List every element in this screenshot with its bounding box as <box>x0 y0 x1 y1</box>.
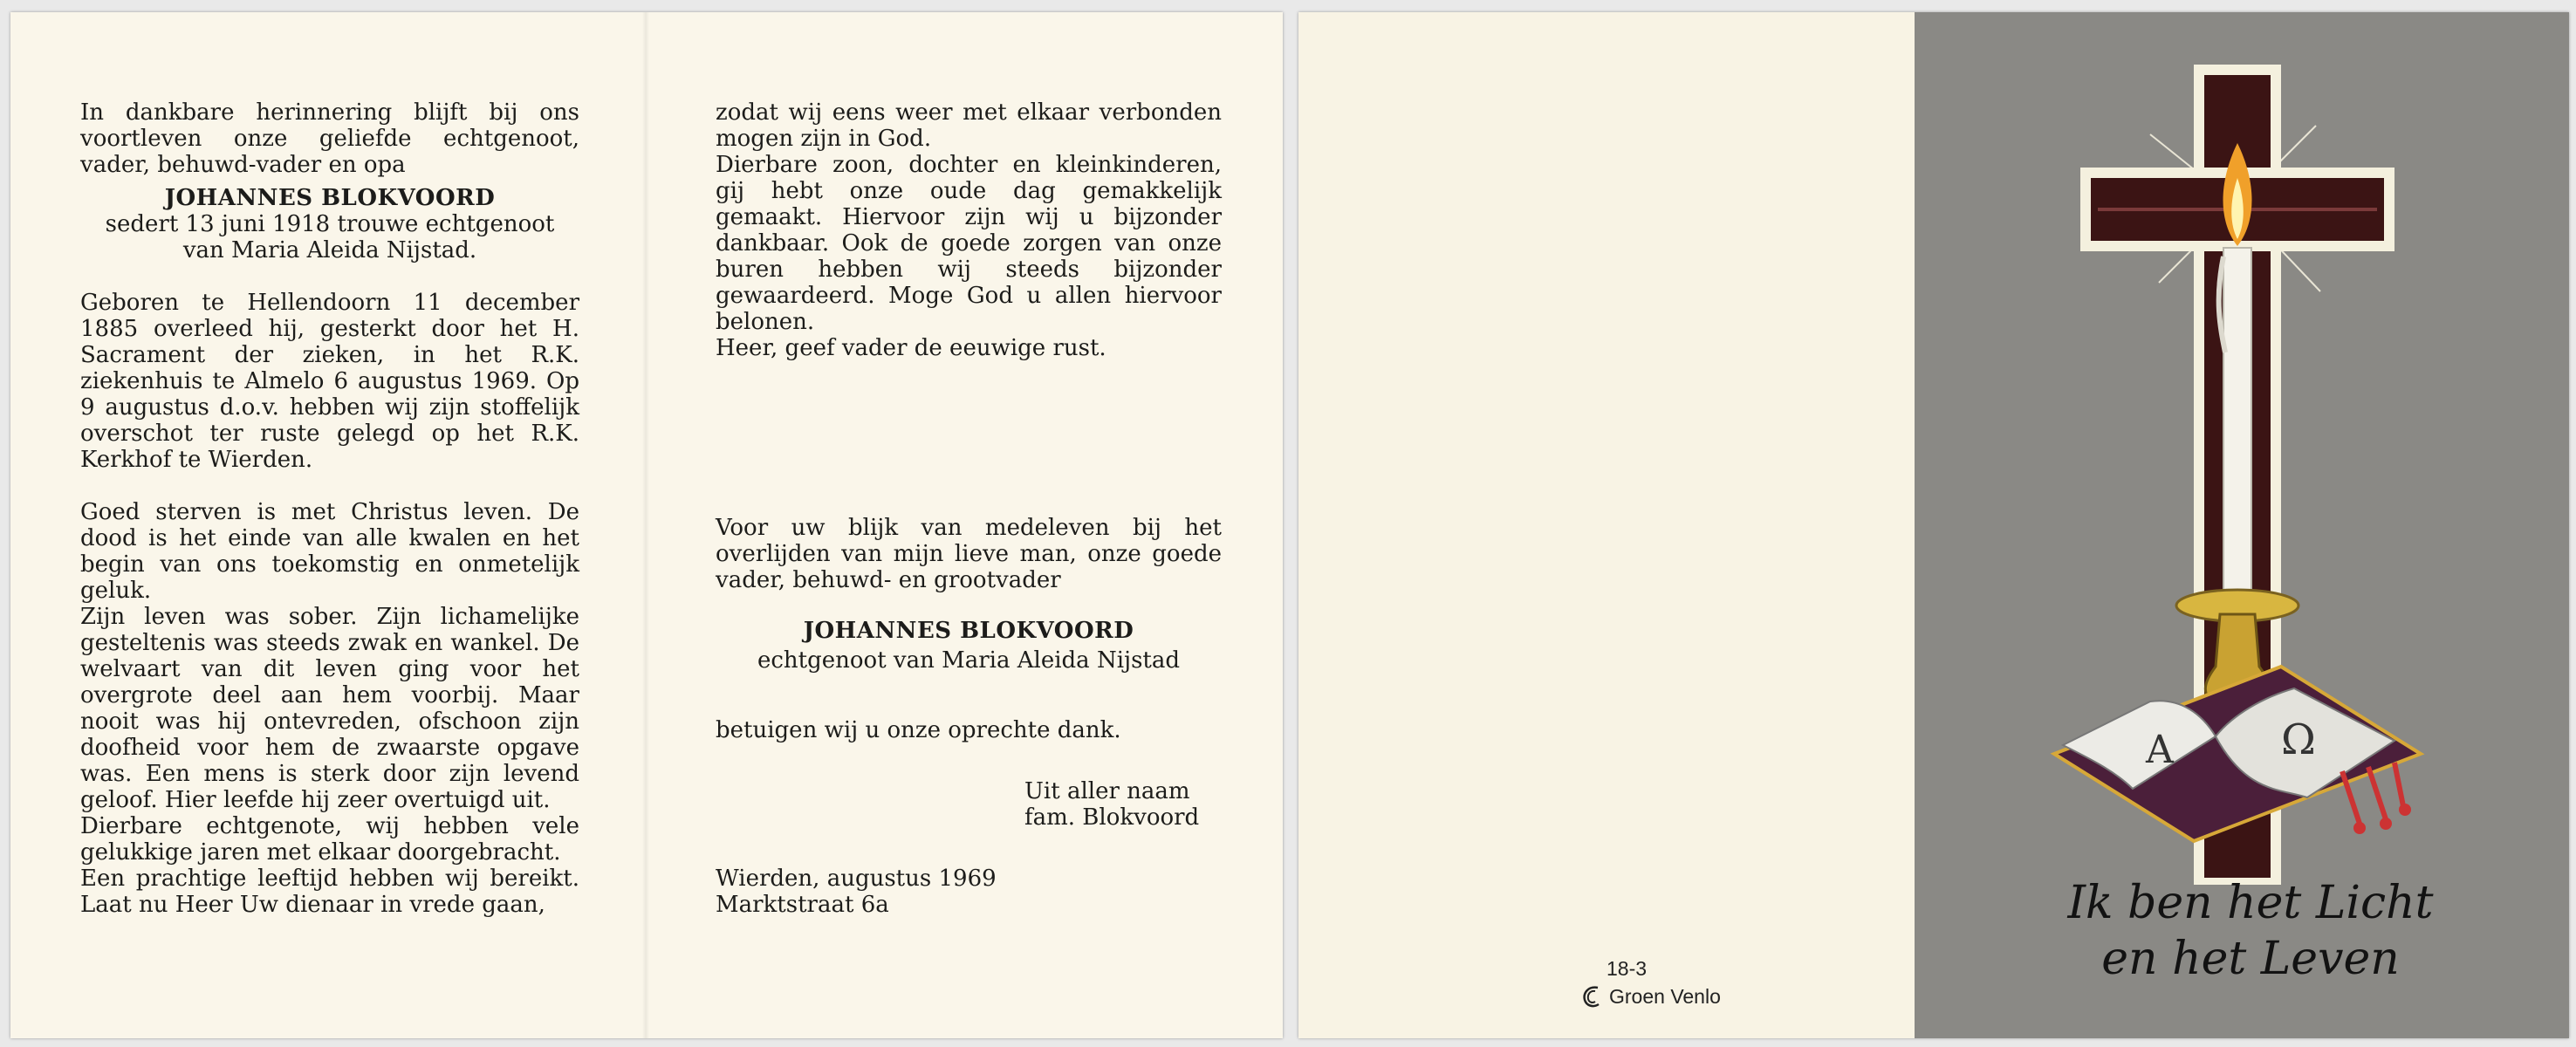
right-page <box>716 99 1222 918</box>
gratitude-text: betuigen wij u onze oprechte dank. <box>716 717 1121 743</box>
back-cover <box>1298 12 1909 1038</box>
left-page <box>80 99 579 918</box>
paragraph-1: Goed sterven is met Christus leven. De dood is het einde van alle kwalen en het begin van ons toekomstig en onmetelijk geluk. <box>80 499 579 604</box>
biography-text: Geboren te Hellendoorn 11 december 1885 overleed hij, gesterkt door het H. Sacrament der zieken, in het R.K. ziekenhuis te Almelo 6 augustus 1969. Op 9 augustus d.o.v. hebben wij zijn stoffelijk overschot ter ruste gelegd op het R.K. Kerkhof te Wierden. <box>80 290 579 473</box>
open-book <box>2054 667 2421 841</box>
fold-line <box>642 12 649 1038</box>
omega-letter: Ω <box>2281 715 2316 764</box>
marriage-line-1: sedert 13 juni 1918 trouwe echtgenoot <box>105 211 555 237</box>
outer-spread <box>1298 12 2569 1038</box>
children-text: Dierbare zoon, dochter en kleinkinderen, gij hebt onze oude dag gemakkelijk gemaakt. Hiervoor zijn wij u bijzonder dankbaar. Ook de goede zorgen van onze buren hebben wij steeds bijzonder gewaardeerd. Moge God u allen hiervoor belonen. <box>716 152 1222 335</box>
front-cover <box>1915 12 2569 1038</box>
candle <box>2223 248 2251 597</box>
alpha-letter: A <box>2146 728 2174 772</box>
thanks-name: JOHANNES BLOKVOORD <box>803 618 1134 644</box>
signature-line-1: Uit aller naam <box>1024 778 1190 804</box>
signature-line-2: fam. Blokvoord <box>1024 804 1200 831</box>
deceased-name: JOHANNES BLOKVOORD <box>164 185 496 211</box>
paragraph-3: Dierbare echtgenote, wij hebben vele gelukkige jaren met elkaar doorgebracht. <box>80 813 579 866</box>
publisher-imprint <box>1581 984 1721 1009</box>
motto-line-1: Ik ben het Licht <box>2067 877 2434 929</box>
publisher-name: Groen Venlo <box>1609 984 1721 1008</box>
prayer-text: Heer, geef vader de eeuwige rust. <box>716 335 1106 361</box>
cross-candle-illustration <box>1984 38 2473 893</box>
motto-line-2: en het Leven <box>2101 933 2400 985</box>
spouse-line: echtgenoot van Maria Aleida Nijstad <box>757 647 1181 674</box>
place-date: Wierden, augustus 1969 <box>716 866 997 892</box>
address: Marktstraat 6a <box>716 892 889 918</box>
continuation-text: zodat wij eens weer met elkaar verbonden mogen zijn in God. <box>716 99 1222 152</box>
print-code: 18-3 <box>1607 957 1648 980</box>
inner-spread <box>10 12 1283 1038</box>
publisher-logo-icon <box>1581 984 1602 1009</box>
marriage-line-2: van Maria Aleida Nijstad. <box>182 237 477 263</box>
paragraph-2: Zijn leven was sober. Zijn lichamelijke gesteltenis was steeds zwak en wankel. De welvaart van dit leven ging voor het overgrote deel aan hem voorbij. Maar nooit was hij ontevreden, ofschoon zijn doofheid voor hem de zwaarste opgave was. Een mens is sterk door zijn levend geloof. Hier leefde hij zeer overtuigd uit. <box>80 604 579 813</box>
paragraph-4: Een prachtige leeftijd hebben wij bereikt. Laat nu Heer Uw dienaar in vrede gaan, <box>80 866 579 918</box>
intro-text: In dankbare herinnering blijft bij ons voortleven onze geliefde echtgenoot, vader, behuwd-vader en opa <box>80 99 579 178</box>
thanks-intro: Voor uw blijk van medeleven bij het overlijden van mijn lieve man, onze goede vader, behuwd- en grootvader <box>716 515 1222 593</box>
